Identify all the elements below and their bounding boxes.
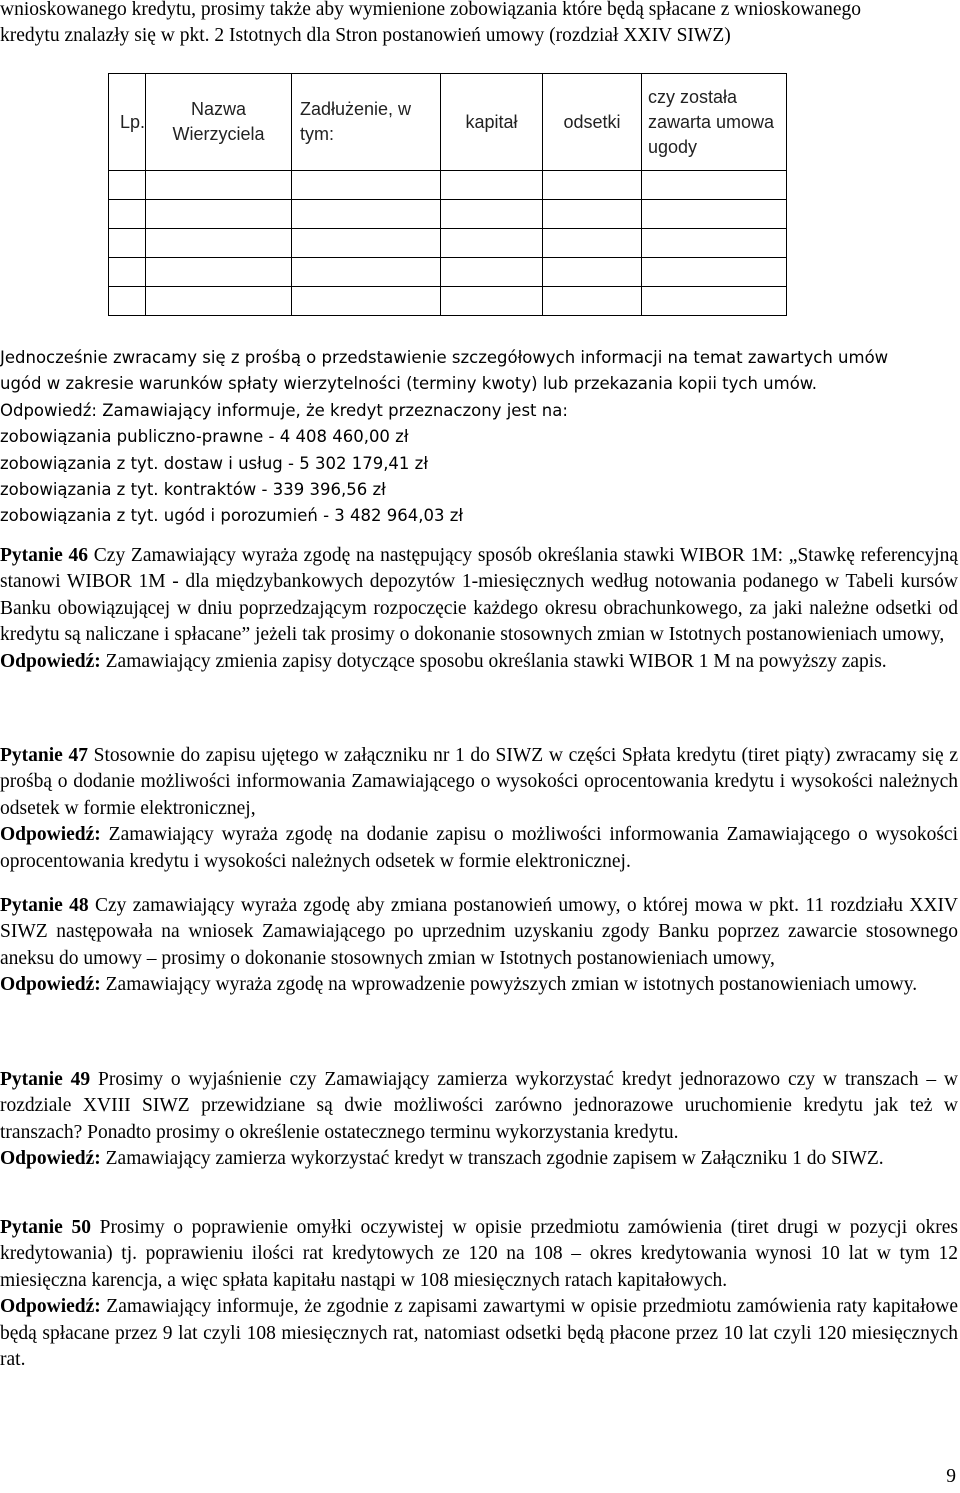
list-item: zobowiązania publiczno-prawne - 4 408 460,00 zł <box>0 427 409 447</box>
answer-text: Zamawiający informuje, że zgodnie z zapisami zawartymi w opisie przedmiotu zamówienia raty kapitałowe będą spłacane przez 9 lat czyli 108 miesięcznych rat, natomiast odsetki będą płacone przez 10 lat czyli 120 miesięcznych rat. <box>0 1296 958 1371</box>
question-46 <box>0 543 958 675</box>
answer-label: Odpowiedź: <box>0 974 101 996</box>
answer-label: Odpowiedź: <box>0 650 101 672</box>
header-interest: odsetki <box>543 74 642 171</box>
question-text: Czy zamawiający wyraża zgodę aby zmiana postanowień umowy, o której mowa w pkt. 11 rozdziału XXIV SIWZ następowała na wniosek Zamawiającego po uprzednim uzyskaniu zgody Banku poprzez zawarcie stosownego aneksu do umowy – prosimy o dokonanie stosownych zmian w Istotnych postanowieniach umowy, <box>0 895 959 969</box>
table-row <box>109 171 787 200</box>
table-row <box>109 200 787 229</box>
header-settlement: czy została zawarta umowa ugody <box>642 74 787 171</box>
page-number: 9 <box>946 1466 956 1487</box>
answer-text: Zamawiający wyraża zgodę na wprowadzenie powyższych zmian w istotnych postanowieniach umowy. <box>105 974 918 996</box>
answer-label: Odpowiedź: <box>0 400 97 420</box>
info-answer <box>0 398 958 424</box>
question-text: Czy Zamawiający wyraża zgodę na następujący sposób określania stawki WIBOR 1M: „Stawkę referencyjną stanowi WIBOR 1M - dla międzybankowych depozytów 1-miesięcznych według notowania podanego w Tabeli kursów Banku obowiązującej w dniu poprzedzającym rozpoczęcie każdego okresu obrachunkowego, za jaki należne odsetki od kredytu są naliczane i spłacane” jeżeli tak prosimy o dokonanie stosownych zmian w Istotnych postanowieniach umowy, <box>0 545 959 646</box>
question-50 <box>0 1215 958 1373</box>
list-item: zobowiązania z tyt. kontraktów - 339 396,56 zł <box>0 480 386 500</box>
header-lp: Lp. <box>109 74 146 171</box>
table-header-row <box>109 74 787 171</box>
question-label: Pytanie 46 <box>0 545 89 566</box>
answer-text: Zamawiający zamierza wykorzystać kredyt w transzach zgodnie zapisem w Załączniku 1 do SIWZ. <box>105 1148 884 1170</box>
list-item: zobowiązania z tyt. dostaw i usług - 5 302 179,41 zł <box>0 453 429 473</box>
question-text: Prosimy o wyjaśnienie czy Zamawiający zamierza wykorzystać kredyt jednorazowo czy w transzach – w rozdziale XVIII SIWZ przewidziane są dwie możliwości zarówno jednorazowe uruchomienie kredytu jak też w transzach? Ponadto prosimy o określenie ostatecznego terminu wykorzystania kredytu. <box>0 1069 958 1143</box>
question-48 <box>0 893 958 999</box>
question-text: Prosimy o poprawienie omyłki oczywistej w opisie przedmiotu zamówienia (tiret drugi w pozycji okres kredytowania) tj. poprawieniu ilości rat kredytowych ze 120 na 108 – okres kredytowania wynosi 10 lat w tym 12 miesięczna karencja, a więc spłata kapitału nastąpi w 108 miesięcznych ratach kapitałowych. <box>0 1217 959 1291</box>
header-capital: kapitał <box>441 74 543 171</box>
table-row <box>109 258 787 287</box>
question-label: Pytanie 49 <box>0 1069 91 1090</box>
table-row <box>109 229 787 258</box>
info-paragraph <box>0 345 958 530</box>
answer-text: Zamawiający wyraża zgodę na dodanie zapisu o możliwości informowania Zamawiającego o wysokości oprocentowania kredytu i wysokości należnych odsetek w formie elektronicznej. <box>0 824 958 872</box>
question-47 <box>0 743 958 875</box>
answer-text: Zamawiający informuje, że kredyt przeznaczony jest na: <box>102 400 568 420</box>
answer-label: Odpowiedź: <box>0 824 101 846</box>
question-label: Pytanie 48 <box>0 895 89 916</box>
info-line-2: ugód w zakresie warunków spłaty wierzytelności (terminy kwoty) lub przekazania kopii tych umów. <box>0 374 818 394</box>
answer-text: Zamawiający zmienia zapisy dotyczące sposobu określania stawki WIBOR 1 M na powyższy zapis. <box>105 650 887 672</box>
creditors-table <box>108 73 787 316</box>
header-creditor-name: Nazwa Wierzyciela <box>146 74 292 171</box>
question-text: Stosownie do zapisu ujętego w załączniku nr 1 do SIWZ w części Spłata kredytu (tiret piąty) zwracamy się z prośbą o dodanie możliwości informowania Zamawiającego o wysokości oprocentowania kredytu i wysokości należnych odsetek w formie elektronicznej, <box>0 745 959 819</box>
intro-line-2: kredytu znalazły się w pkt. 2 Istotnych dla Stron postanowień umowy (rozdział XXIV SIWZ) <box>0 25 731 47</box>
question-49 <box>0 1067 958 1173</box>
list-item: zobowiązania z tyt. ugód i porozumień - 3 482 964,03 zł <box>0 506 464 526</box>
answer-label: Odpowiedź: <box>0 1148 101 1170</box>
header-debt: Zadłużenie, w tym: <box>292 74 441 171</box>
answer-label: Odpowiedź: <box>0 1296 101 1318</box>
question-label: Pytanie 50 <box>0 1217 91 1238</box>
intro-line-1: wnioskowanego kredytu, prosimy także aby wymienione zobowiązania które będą spłacane z wnioskowanego <box>0 0 861 20</box>
info-line-1: Jednocześnie zwracamy się z prośbą o przedstawienie szczegółowych informacji na temat zawartych umów <box>0 348 889 367</box>
intro-paragraph <box>0 0 958 50</box>
question-label: Pytanie 47 <box>0 745 88 766</box>
table-row <box>109 287 787 316</box>
